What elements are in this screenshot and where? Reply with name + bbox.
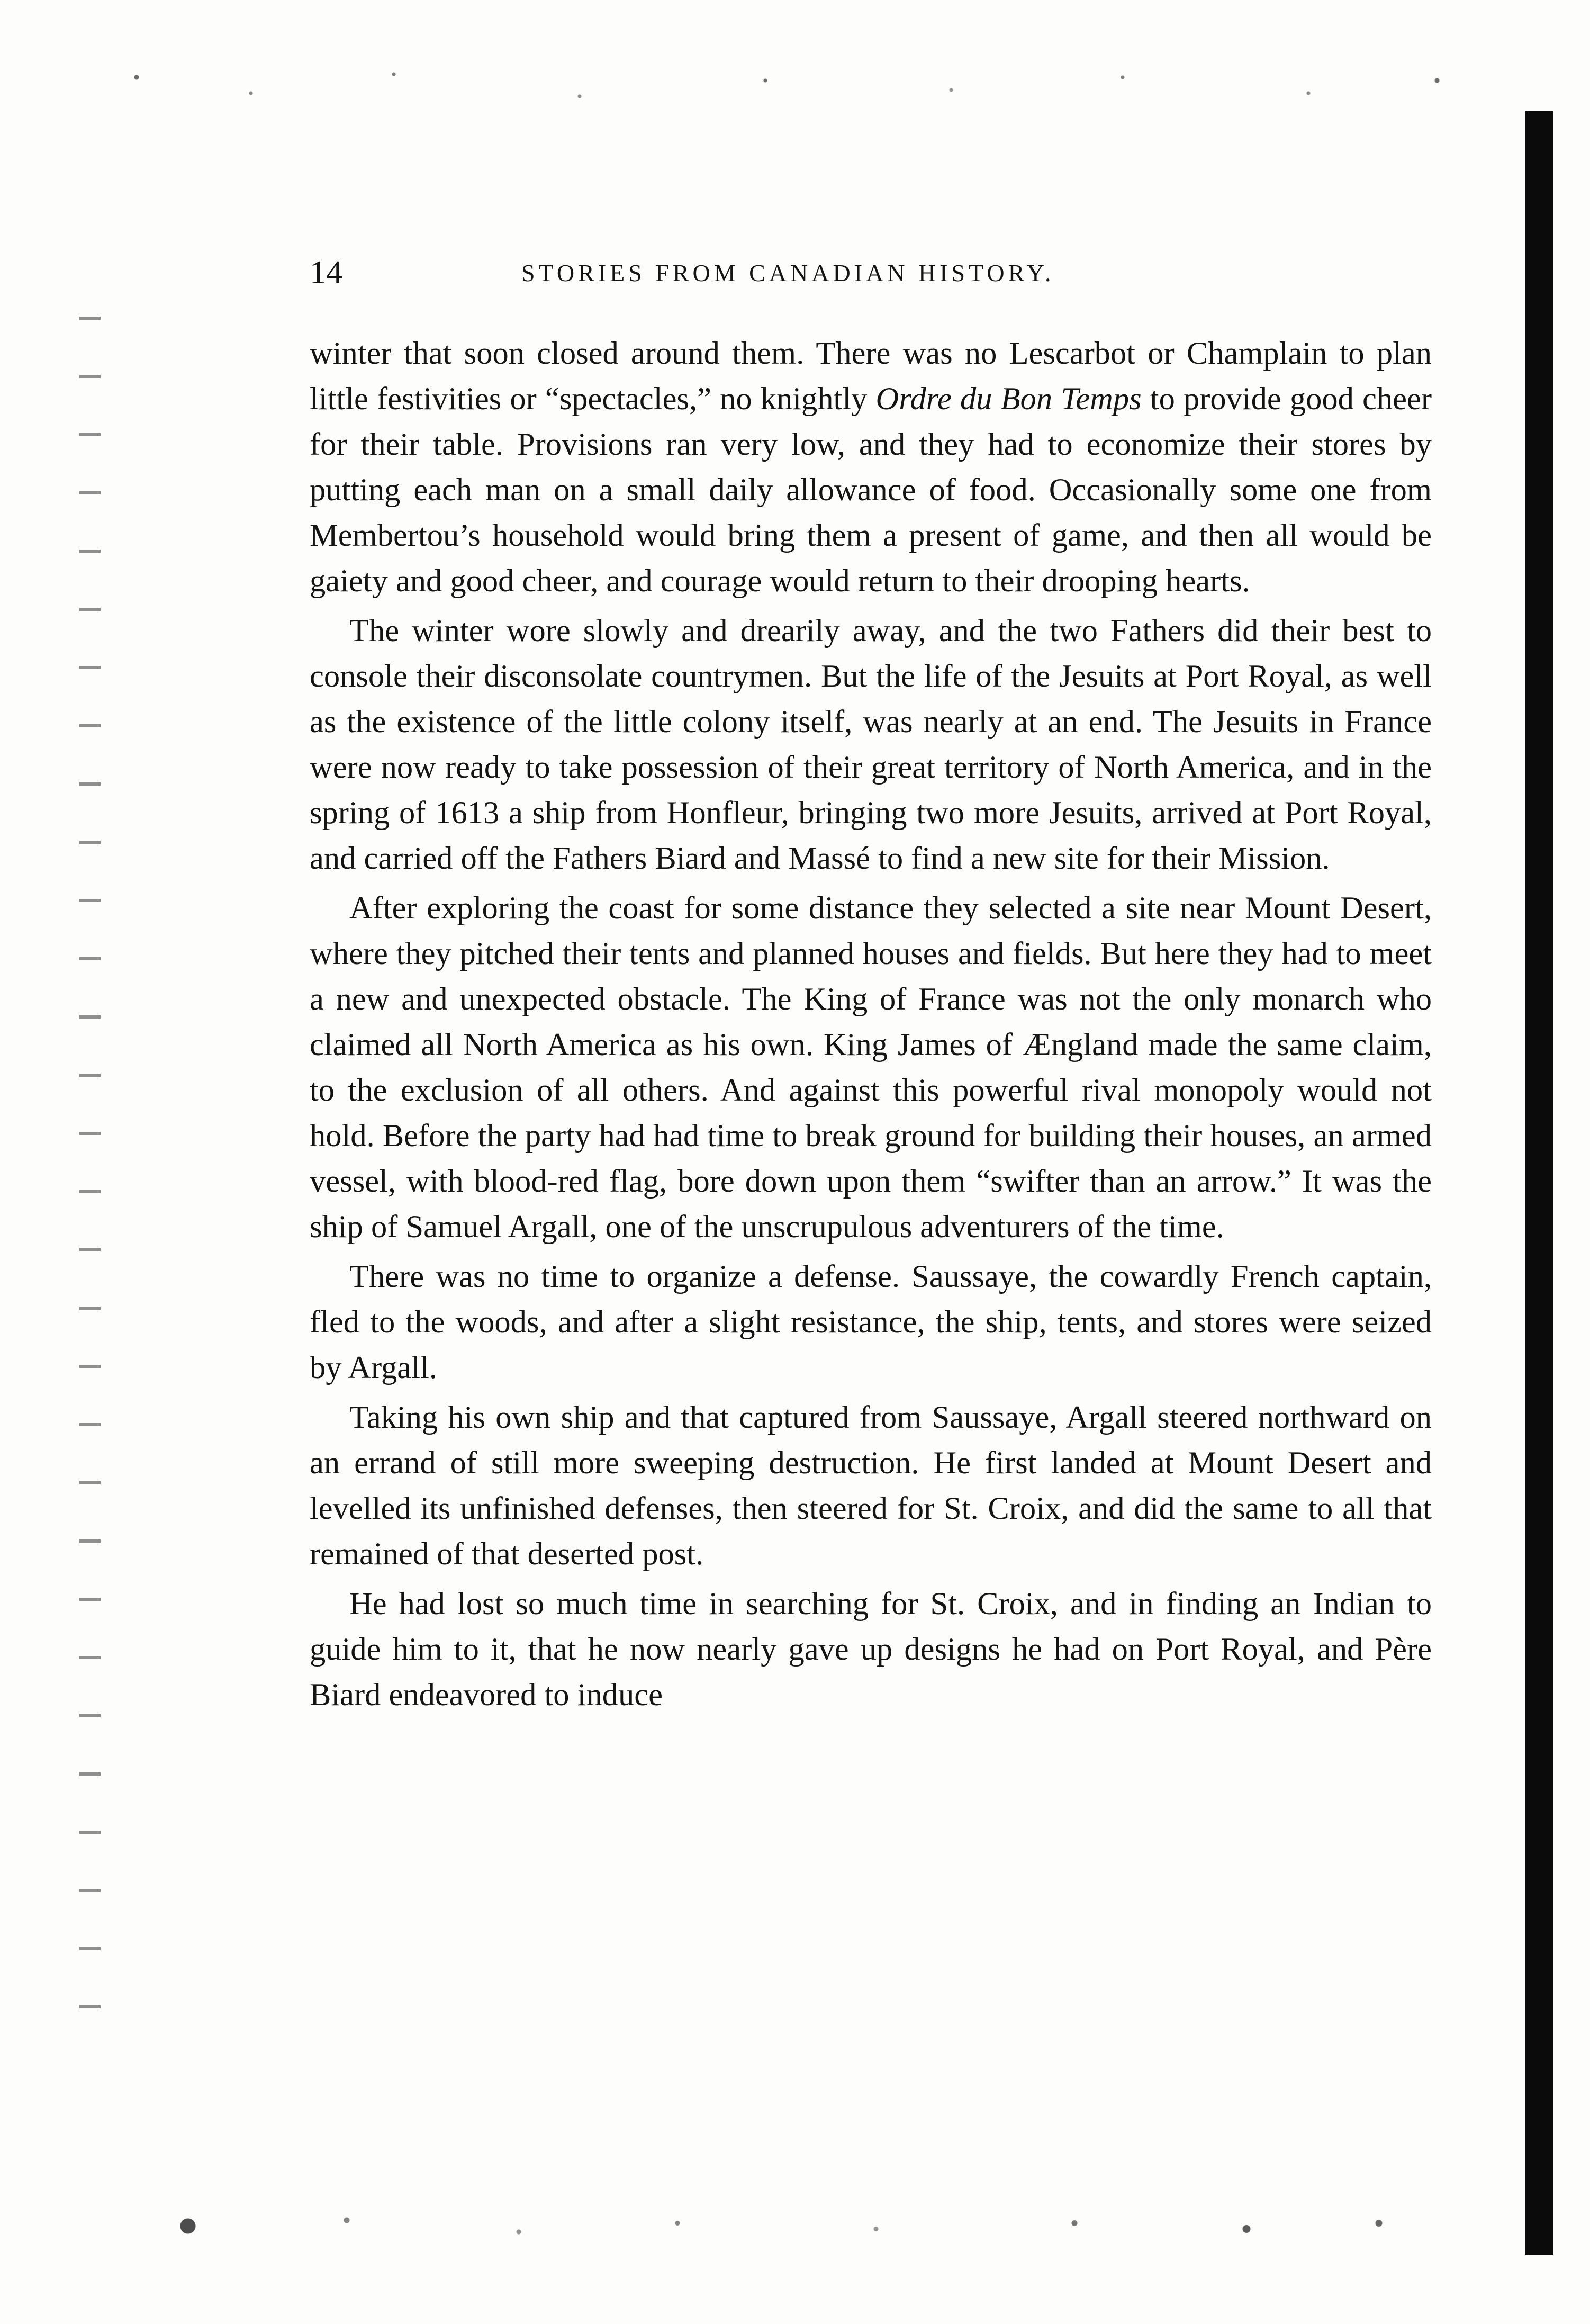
paragraph-2: The winter wore slowly and drearily away, and the two Fathers did their best to console their disconsolate countrymen. But the life of the Jesuits at Port Royal, as well as the existence of the little colony itself, was nearly at an end. The Jesuits in France were now ready to take possession of their great territory of North America, and in the spring of 1613 a ship from Honfleur, bringing two more Jesuits, arrived at Port Royal, and carried off the Fathers Biard and Massé to find a new site for their Mission. (310, 613, 1432, 876)
running-title: STORIES FROM CANADIAN HISTORY. (521, 259, 1055, 286)
paragraph-5: Taking his own ship and that captured from Saussaye, Argall steered northward on an errand of still more sweeping destruction. He first landed at Mount Desert and levelled its unfinished defenses, then steered for St. Croix, and did the same to all that remained of that deserted post. (310, 1400, 1432, 1572)
binding-edge-shadow (1525, 111, 1553, 2255)
page-number: 14 (310, 255, 342, 291)
scan-noise-top (79, 58, 1508, 122)
scan-noise-bottom (148, 2197, 1471, 2255)
running-head (310, 251, 1442, 294)
scan-noise-left-margin (79, 296, 101, 2043)
paragraph-1 (310, 331, 1432, 604)
body-text (310, 331, 1432, 1718)
paragraph-6: He had lost so much time in searching for St. Croix, and in finding an Indian to guide him to it, that he now nearly gave up designs he had on Port Royal, and Père Biard endeavored to induce (310, 1586, 1432, 1713)
paragraph-1-italic-phrase: Ordre du Bon Temps (875, 381, 1142, 417)
paragraph-1-text-a: winter that soon closed around them. There was no Lescarbot or Champlain to plan little festivities or “spectacles,” no knightly (310, 336, 1432, 417)
paragraph-1-text-b: to provide good cheer for their table. Provisions ran very low, and they had to economize their stores by putting each man on a small daily allowance of food. Occasionally some one from Membertou’s household would bring them a present of game, and then all would be gaiety and good cheer, and courage would return to their drooping hearts. (310, 381, 1432, 599)
paragraph-3: After exploring the coast for some distance they selected a site near Mount Desert, where they pitched their tents and planned houses and fields. But here they had to meet a new and unexpected obstacle. The King of France was not the only monarch who claimed all North America as his own. King James of Ængland made the same claim, to the exclusion of all others. And against this powerful rival monopoly would not hold. Before the party had had time to break ground for building their houses, an armed vessel, with blood-red flag, bore down upon them “swifter than an arrow.” It was the ship of Samuel Argall, one of the unscrupulous adventurers of the time. (310, 890, 1432, 1245)
paragraph-4: There was no time to organize a defense. Saussaye, the cowardly French captain, fled to the woods, and after a slight resistance, the ship, tents, and stores were seized by Argall. (310, 1259, 1432, 1385)
